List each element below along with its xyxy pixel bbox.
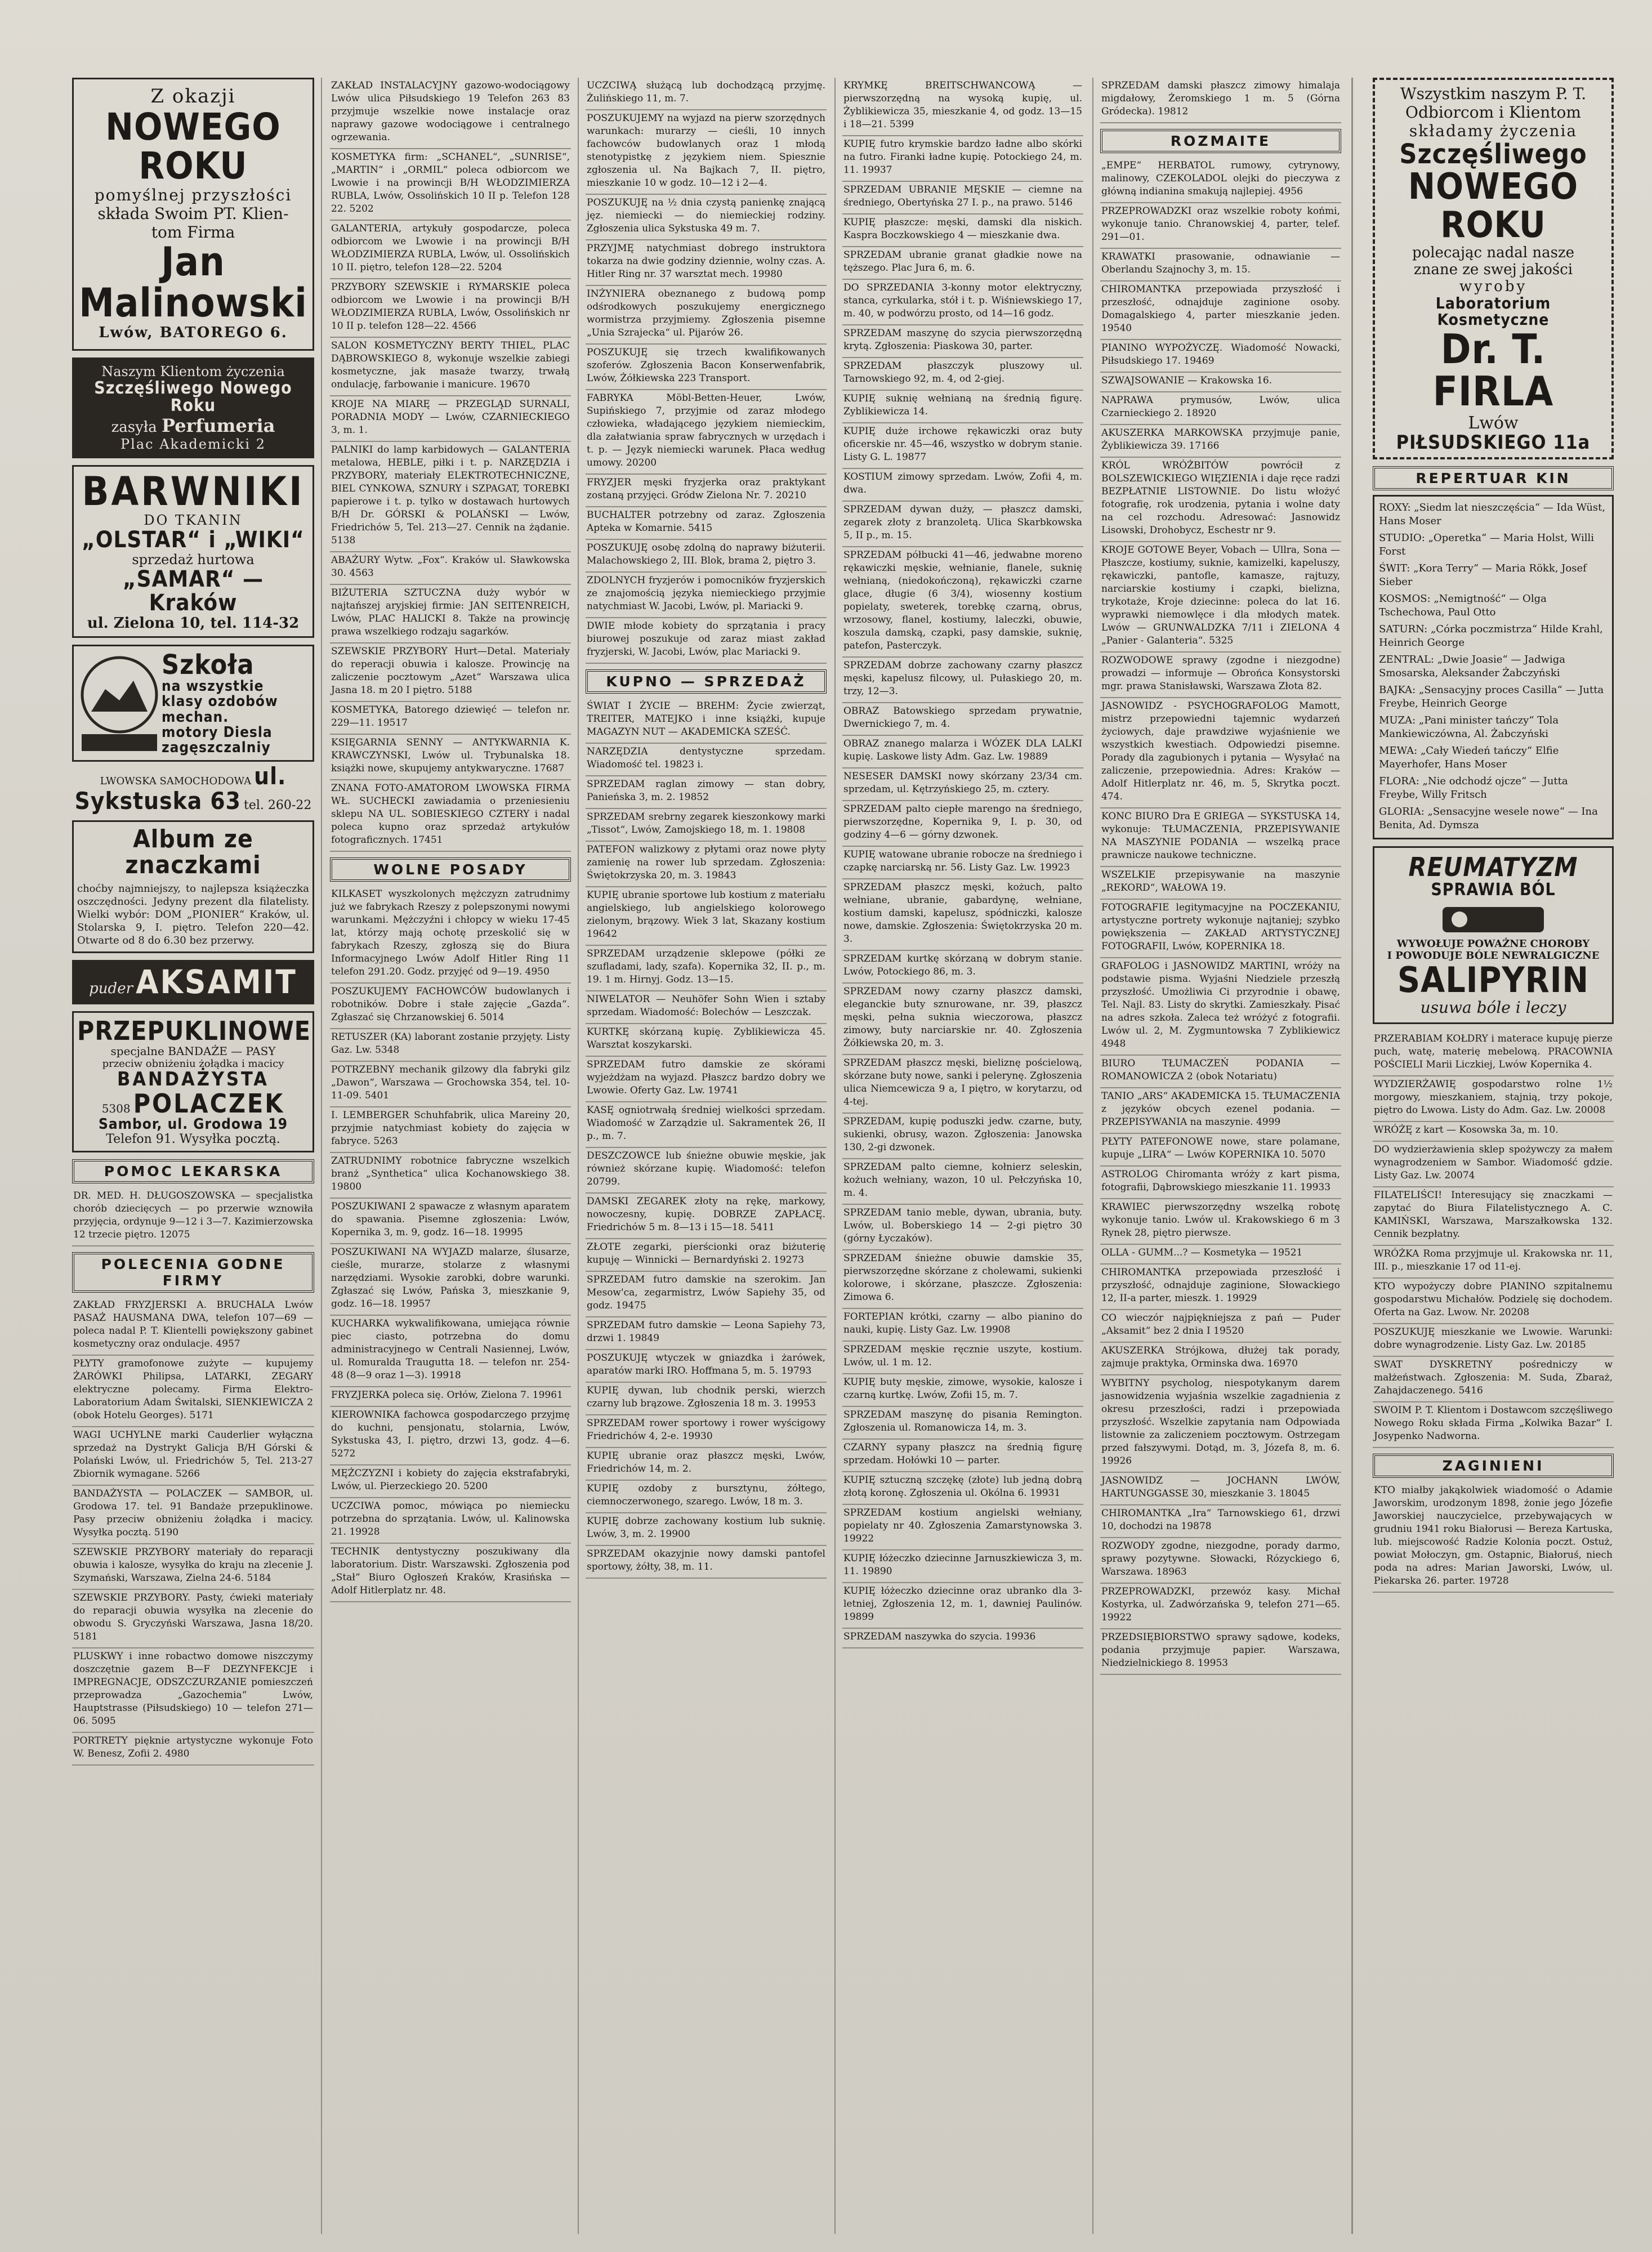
barwniki-ad — [72, 465, 314, 638]
ad-line: Szczęśliwego — [1399, 138, 1587, 170]
classified-ad: SPRZEDAM tanio meble, dywan, ubrania, buty. Lwów, ul. Boberskiego 14 — 2-gi piętro 30 (górny Łyczaków). — [842, 1205, 1083, 1250]
classified-ad: SPRZEDAM dobrze zachowany czarny płaszcz męski, kapelusz filcowy, ul. Pułaskiego 20, m. trzy, 12—3. — [842, 658, 1083, 703]
classified-ad: KRAWIEC pierwszorzędny wszelką robotę wykonuje tanio. Lwów ul. Krakowskiego 6 m 3 Rynek 28, piętro pierwsze. — [1100, 1199, 1341, 1245]
classified-ad: SPRZEDAM maszynę do szycia pierwszorzędną krytą. Zgłoszenia: Piaskowa 30, parter. — [842, 325, 1083, 358]
classified-ad: GALANTERIA, artykuły gospodarcze, poleca odbiorcom we Lwowie i na prowincji B/H WŁODZIMIERZA RUBLA, Lwów, ul. Ossolińskich 10 II. piętro, telefon 128—22. 5204 — [330, 221, 571, 279]
classified-ad: FABRYKA Möbl-Betten-Heuer, Lwów, Supińskiego 7, przyjmie od zaraz młodego człowieka, władającego językiem niemieckim, dla załatwiania spraw fabrycznych w urzędach i t. p. — Język niemiecki warunek. Płaca według umowy. 20200 — [586, 390, 827, 475]
ad-prefix: puder — [89, 980, 133, 997]
classified-ad: PRZYBORY SZEWSKIE i RYMARSKIE poleca odbiorcom we Lwowie i na prowincji B/H WŁODZIMIERZA RUBLA, Lwów, Ossolińskich nr 10 II p. telefon 128—22. 4566 — [330, 279, 571, 338]
classified-ad: PORTRETY pięknie artystyczne wykonuje Foto W. Benesz, Zofii 2. 4980 — [72, 1733, 314, 1766]
classified-ad: PRZEDSIĘBIORSTWO sprawy sądowe, kodeks, podania przyjmuje papier. Warszawa, Niedzielnickiego 8. 19953 — [1100, 1629, 1341, 1675]
classified-ad: POSZUKUJEMY na wyjazd na pierw szorzędnych warunkach: murarzy — cieśli, 10 innych fachowców budowlanych oraz 1 młodą stenotypistkę z językiem niem. Spiesznie zgłoszenia ul. Na Bajkach 7, II. piętro, mieszkanie 10 w godz. 10—12 i 2—4. — [586, 110, 827, 195]
aksamit-ad — [72, 960, 314, 1004]
classified-ad: KASĘ ogniotrwałą średniej wielkości sprzedam. Wiadomość w Zarządzie ul. Sakramentek 26, II p., m. 7. — [586, 1102, 827, 1148]
ad-line: DO TKANIN — [144, 512, 243, 529]
classified-ad: FRYZJERKA poleca się. Orłów, Zielona 7. 19961 — [330, 1387, 571, 1407]
ad-line: na wszystkie — [162, 678, 264, 695]
classified-ad: UCZCIWĄ służącą lub dochodzącą przyjmę. Żulińskiego 11, m. 7. — [586, 78, 827, 110]
classified-ad: SZWAJSOWANIE — Krakowska 16. — [1100, 373, 1341, 392]
ad-heading: Album ze znaczkami — [125, 825, 261, 880]
ad-line: motory Diesla — [162, 723, 273, 741]
classified-ad: BUCHALTER potrzebny od zaraz. Zgłoszenia Apteka w Komarnie. 5415 — [586, 507, 827, 540]
column-rule — [1092, 78, 1093, 2234]
column-rule — [834, 78, 836, 2234]
classified-ad: KUCHARKA wykwalifikowana, umiejąca równie piec ciasto, potrzebna do domu administracyjnego w Centrali Nasiennej, Lwów, ul. Romuralda Traugutta 18. — telefon nr. 254-48 (8—9 oraz 1—3). 19918 — [330, 1316, 571, 1387]
classified-ad: KUPIĘ buty męskie, zimowe, wysokie, kalosze i czarną kurtkę. Lwów, Zofii 15, m. 7. — [842, 1374, 1083, 1407]
classified-ad: KRAWATKI prasowanie, odnawianie — Oberlandu Szajnochy 3, m. 15. — [1100, 249, 1341, 282]
ad-line: Lwów — [1468, 413, 1519, 433]
ad-line: BANDAŻYSTA — [117, 1067, 269, 1091]
cinema-item: FLORA: „Nie odchodź ojcze“ — Jutta Freybe, Willy Fritsch — [1379, 775, 1568, 801]
classified-ad: POSZUKUJĘ mieszkanie we Lwowie. Warunki: dobre wynagrodzenie. Listy Gaz. Lw. 20185 — [1373, 1324, 1614, 1357]
classified-ad: KUPIĘ duże irchowe rękawiczki oraz buty oficerskie nr. 45—46, wszystko w dobrym stanie. Listy G. L. 19877 — [842, 423, 1083, 469]
ad-line: przeciw obniżeniu żołądka i macicy — [102, 1057, 284, 1070]
classified-ad: POSZUKUJĘ wtyczek w gniazdka i żarówek, aparatów marki IRO. Hoffmana 5, m. 5. 19793 — [586, 1350, 827, 1383]
section-rozmaite: ROZMAITE — [1100, 129, 1341, 153]
ad-line: Dr. T. FIRLA — [1432, 325, 1554, 415]
ad-line — [77, 415, 309, 436]
ad-line: specjalne BANDAŻE — PASY — [110, 1044, 276, 1058]
perfumeria-ad — [72, 358, 314, 458]
classified-ad: KUPIĘ ubranie sportowe lub kostium z materiału angielskiego, lub angielskiego kolorowego zielonym, brązowy. Wiek 3 lat, Skazany kostium 19642 — [586, 887, 827, 946]
classified-ad: OBRAZ Batowskiego sprzedam prywatnie, Dwernickiego 7, m. 4. — [842, 703, 1083, 736]
cinema-item: MEWA: „Cały Wiedeń tańczy“ Elfie Mayerhofer, Hans Moser — [1379, 745, 1559, 771]
classified-ad: PLUSKWY i inne robactwo domowe niszczymy doszczętnie gazem B—F DEZYNFEKCJE i IMPREGNACJE, ODSZCZURZANIE pomieszczeń przeprowadza „Gazochemia“ Lwów, Hauptstrasse (Piłsudskiego) 10 — telefon 271—06. 5095 — [72, 1648, 314, 1733]
classified-ad: SPRZEDAM damski płaszcz zimowy himalaja migdałowy, Żeromskiego 1 m. 5 (Górna Gródecka). 19812 — [1100, 78, 1341, 123]
classified-ad: ZŁOTE zegarki, pierścionki oraz biżuterię kupuję — Winnicki — Bernardyński 2. 19273 — [586, 1239, 827, 1272]
classified-ad: BIURO TŁUMACZEŃ PODANIA — ROMANOWICZA 2 (obok Notariatu) — [1100, 1056, 1341, 1088]
classified-ad: POSZUKUJEMY FACHOWCÓW budowlanych i robotników. Dobre i stałe zajęcie „Gazda“. Zgłaszać się Chrzanowskiej 6. 5014 — [330, 984, 571, 1029]
pill-box-icon — [1378, 899, 1609, 938]
ad-word: Perfumeria — [162, 414, 275, 436]
salipyrin-ad — [1373, 846, 1614, 1024]
classified-ad: SPRZEDAM futro damskie na szerokim. Jan Mesow'ca, zegarmistrz, Lwów Sapiehy 35, od godz. 19475 — [586, 1272, 827, 1317]
classified-ad: WRÓŻĘ z kart — Kosowska 3a, m. 10. — [1373, 1122, 1614, 1142]
classified-ad: PŁYTY gramofonowe zużyte — kupujemy ŻARÓWKI Philipsa, LATARKI, ZEGARY elektryczne polecamy. Firma Elektro-Laboratorium Adam Świtalski, SIENKIEWICZA 2 (obok Hotelu Georges). 5171 — [72, 1356, 314, 1427]
ad-product: SALIPYRIN — [1397, 959, 1590, 1001]
classified-ad: OLLA - GUMM...? — Kosmetyka — 19521 — [1100, 1245, 1341, 1264]
classified-ad: OBRAZ znanego malarza i WÓZEK DLA LALKI kupię. Laskowe listy Adm. Gaz. Lw. 19889 — [842, 736, 1083, 768]
classified-ad: CZARNY sypany płaszcz na średnią figurę sprzedam. Hołówki 10 — parter. — [842, 1440, 1083, 1472]
classified-ad: POSZUKUJĘ na ½ dnia czystą panienkę znającą jęz. niemiecki — do niemieckiej rodziny. Zgłoszenia ulica Sykstuska 49 m. 7. — [586, 195, 827, 240]
ad-number: 5308 — [101, 1101, 131, 1115]
classified-ad: ABAŻURY Wytw. „Fox“. Kraków ul. Sławkowska 30. 4563 — [330, 552, 571, 585]
classified-ad: SALON KOSMETYCZNY BERTY THIEL, PLAC DĄBROWSKIEGO 8, wykonuje wszelkie zabiegi kosmetyczne, jak masaże twarzy, trwałą ondulację, farbowanie i manicure. 19670 — [330, 338, 571, 396]
classified-ad: PATEFON walizkowy z płytami oraz nowe płyty zamienię na rower lub sprzedam. Zgłoszenia: Świętokrzyska 20, m. 3. 19843 — [586, 842, 827, 887]
classified-ad: KOSTIUM zimowy sprzedam. Lwów, Zofii 4, m. dwa. — [842, 469, 1083, 502]
section-kupno-sprzedaz: KUPNO — SPRZEDAŻ — [586, 669, 827, 694]
classified-ad: DR. MED. H. DŁUGOSZOWSKA — specjalistka chorób dziecięcych — po przerwie wznowiła przyjęcia, ordynuje 9—12 i 3—7. Kazimierzowska 12 trzecie piętro. 12075 — [72, 1188, 314, 1246]
cinema-item: MUZA: „Pani minister tańczy“ Tola Mankiewiczówna, Al. Żabczyński — [1379, 714, 1559, 740]
classified-ad: SWOIM P. T. Klientom i Dostawcom szczęśliwego Nowego Roku składa Firma „Kolwika Bazar“ I. Josypenko Nadworna. — [1373, 1402, 1614, 1448]
classified-ad: WYDZIERŻAWIĘ gospodarstwo rolne 1½ morgowy, mieszkaniem, stajnią, trzy pokoje, piętro do Lwowa. Listy do Adm. Gaz. Lw. 20008 — [1373, 1076, 1614, 1122]
classified-ad: DO wydzierżawienia sklep spożywczy za małem wynagrodzeniem w Sambor. Wiadomość gdzie. Listy Gaz. Lw. 20074 — [1373, 1142, 1614, 1187]
classified-ad: „EMPE“ HERBATOL rumowy, cytrynowy, malinowy, CZEKOLADOL olejki do pieczywa z główną indianina smakują najlepiej. 4956 — [1100, 158, 1341, 203]
classified-ad: PIANINO WYPOŻYCZĘ. Wiadomość Nowacki, Piłsudskiego 17. 19469 — [1100, 340, 1341, 373]
classified-ad: ZATRUDNIMY robotnice fabryczne wszelkich branż „Synthetica“ ulica Kochanowskiego 38. 19800 — [330, 1153, 571, 1199]
classified-ad: SPRZEDAM rower sportowy i rower wyścigowy Friedrichów 4, 2-e. 19930 — [586, 1415, 827, 1448]
szkola-address — [72, 764, 314, 814]
classified-ad: KILKASET wyszkolonych mężczyzn zatrudnimy już we fabrykach Rzeszy z polepszonymi nowymi warunkami. Mężczyźni i chłopcy w wieku 17-45 lat, którzy mają ochotę przeskolić się w fabrykach Rzeszy, zgłoszą się do Biura Informacyjnego Lwów Adolf Hitler Ring 11 telefon 291.20. Godz. przyjęć od 9—19. 4950 — [330, 886, 571, 984]
column-rule — [578, 78, 579, 2234]
classified-ad: SZEWSKIE PRZYBORY. Pasty, ćwieki materiały do reparacji obuwia wysyłka na zlecenie do obwodu S. Gryczyński Warszawa, Jasna 18/20. 5181 — [72, 1590, 314, 1648]
classified-ad: KURTKĘ skórzaną kupię. Zyblikiewicza 45. Warsztat koszykarski. — [586, 1024, 827, 1057]
classified-ad: POSZUKIWANI 2 spawacze z własnym aparatem do spawania. Pisemne zgłoszenia: Lwów, Kopernika 3, m. 9, godz. 16—18. 19995 — [330, 1199, 571, 1244]
classified-ad: GRAFOLOG i JASNOWIDZ MARTINI, wróży na podstawie pisma. Wyjaśni Niedziele przeszłą przyszłość. Umożliwia Ci przyrodnie i obawę, Tel. Najl. 83. Listy do skrytki. Zamieszkały. Pisać na adres szkoła. Zaleca też wróżyć z fotografii. Lwów ul. 2, M. Zygmuntowska 7 Zyblikiewicz 4948 — [1100, 958, 1341, 1056]
ad-line: znane ze swej jakości — [1413, 261, 1573, 278]
classified-ad: KUPIĘ sztuczną szczękę (złote) lub jedną dobrą złotą koronę. Zgłoszenia ul. Okólna 6. 19931 — [842, 1472, 1083, 1505]
classified-ad: UCZCIWA pomoc, mówiąca po niemiecku potrzebna do sprzątania. Lwów, ul. Kalinowska 21. 19928 — [330, 1498, 571, 1544]
ad-line: Wszystkim naszym P. T. — [1400, 84, 1587, 103]
ad-heading: Szkoła — [162, 649, 255, 681]
classified-ad: PRZYJMĘ natychmiast dobrego instruktora tokarza na dwie godziny dziennie, wolny czas. A. Hitler Ring nr. 37 warsztat mech. 19980 — [586, 240, 827, 286]
classified-ad: SPRZEDAM futro damskie ze skórami wyjeżdżam na wyjazd. Płaszcz bardzo dobry we Lwowie. Oferty Gaz. Lw. 19741 — [586, 1057, 827, 1102]
column-rule — [321, 78, 322, 2234]
polaczek-ad — [72, 1011, 314, 1153]
classified-ad: KUPIĘ ubranie oraz płaszcz męski, Lwów, Friedrichów 14, m. 2. — [586, 1448, 827, 1481]
classified-ad: ROZWODOWE sprawy (zgodne i niezgodne) prowadzi — informuje — Obrońca Konsystorski mgr. prawa Stanisławski, Warszawa Złota 82. — [1100, 653, 1341, 698]
ad-line: PIŁSUDSKIEGO 11a — [1396, 431, 1591, 454]
classified-ad: NESESER DAMSKI nowy skórzany 23/34 cm. sprzedam, ul. Kętrzyńskiego 25, m. cztery. — [842, 768, 1083, 801]
classified-ad: KIEROWNIKA fachowca gospodarczego przyjmę do kuchni, pensjonatu, stolarnia, Lwów, Sykstuska 43, I. piętro, drzwi 13, godz. 4—6. 5272 — [330, 1407, 571, 1465]
classified-ad: KSIĘGARNIA SENNY — ANTYKWARNIA K. KRAWCZYNSKI, Lwów ul. Trybunalska 18. książki nowe, skupujemy antykwaryczne. 17687 — [330, 735, 571, 780]
ad-line: wyroby — [1459, 278, 1528, 295]
classified-ad: ZAKŁAD FRYZJERSKI A. BRUCHALA Lwów PASAŻ HAUSMANA DWA, telefon 107—69 — poleca nadal P. T. Klientelli powiększony gabinet kosmetyczny oraz ondulacje. 4957 — [72, 1297, 314, 1356]
classified-ad: SPRZEDAM urządzenie sklepowe (półki ze szufladami, lady, szafa). Kopernika 32, II. p., m. 19. 1 m. Hirnyj. Godz. 13—15. — [586, 946, 827, 991]
cinema-item: SATURN: „Córka poczmistrza“ Hilde Krahl, Heinrich George — [1379, 623, 1603, 649]
classified-ad: SZEWSKIE PRZYBORY materiały do reparacji obuwia i kalosze, wysyłka do kraju na zlecenie J. Szymański, Warszawa, Zielna 24-6. 5184 — [72, 1544, 314, 1590]
cinema-listing — [1373, 495, 1614, 839]
classified-ad: NIWELATOR — Neuhöfer Sohn Wien i sztaby sprzedam. Wiadomość: Bolechów — Leszczak. — [586, 991, 827, 1024]
ad-line: LWOWSKA SAMOCHODOWA — [100, 775, 252, 788]
classified-ad: POSZUKIWANI NA WYJAZD malarze, ślusarze, cieśle, murarze, stolarze z własnymi narzędziami. Wysokie zarobki, dobre warunki. Zgłaszać się Lwów, Pańska 3, mieszkanie 9, godz. 16—18. 19957 — [330, 1244, 571, 1316]
classified-ad: MĘŻCZYZNI i kobiety do zajęcia ekstrafabryki, Lwów, ul. Pierzeckiego 20. 5200 — [330, 1465, 571, 1498]
classified-ad: SZEWSKIE PRZYBORY Hurt—Detal. Materiały do reperacji obuwia i kalosze. Prowincję na zaliczenie pocztowym „Azet“ Warszawa ulica Jasna 18. m 20 I piętro. 5188 — [330, 644, 571, 702]
classified-ad: SWAT DYSKRETNY pośredniczy w małżeństwach. Zgłoszenia: M. Suda, Zbaraż, Zahajdaczenego. 5416 — [1373, 1357, 1614, 1402]
classified-ad: KUPIĘ łóżeczko dziecinne Jarnuszkiewicza 3, m. 11. 19890 — [842, 1551, 1083, 1583]
ad-line: „SAMAR“ — Kraków — [123, 566, 264, 616]
classified-ad: KUPIĘ suknię wełnianą na średnią figurę. Zyblikiewicza 14. — [842, 391, 1083, 423]
classified-ad: SPRZEDAM palto ciepłe marengo na średniego, pierwszorzędne, Kopernika 9, I. p. 30, od godziny 4—6 — górny dzwonek. — [842, 801, 1083, 847]
classified-ad: SPRZEDAM palto ciemne, kołnierz seleskin, kożuch wełniany, wazon, 10 ul. Pełczyńska 10, m. 4. — [842, 1159, 1083, 1205]
section-pomoc-lekarska: POMOC LEKARSKA — [72, 1159, 314, 1183]
classified-ad: ROZWODY zgodne, niezgodne, porady darmo, sprawy pozytywne. Słowacki, Rózyckiego 6, Warszawa. 18963 — [1100, 1538, 1341, 1584]
classified-ad: PRZERABIAM KOŁDRY i materace kupuję pierze puch, watę, materię mebelową. PRACOWNIA POŚCIELI Marii Liczkiej, Lwów Kopernika 4. — [1373, 1031, 1614, 1076]
classified-ad: KUPIĘ dywan, lub chodnik perski, wierzch czarny lub brązowe. Zgłoszenia 18 m. 3. 19953 — [586, 1383, 827, 1415]
classified-ad: SPRZEDAM UBRANIE MĘSKIE — ciemne na średniego, Obertyńska 27 I. p., na prawo. 5146 — [842, 182, 1083, 215]
ad-line: Telefon 91. Wysyłka pocztą. — [106, 1132, 280, 1147]
classified-ad: I. LEMBERGER Schuhfabrik, ulica Mareiny 20, przyjmie natychmiast kobiety do zajęcia w fabryce. 5263 — [330, 1107, 571, 1153]
classified-ad: INŻYNIERA obeznanego z budową pomp odśrodkowych poszukujemy energicznego wormistrza przyjmiemy. Zgłoszenia pisemne „Unia Szrajecka“ ul. Pijarów 26. — [586, 286, 827, 345]
classified-ad: NARZĘDZIA dentystyczne sprzedam. Wiadomość tel. 19823 i. — [586, 744, 827, 776]
classified-ad: KRÓL WRÓŻBITÓW powrócił z BOLSZEWICKIEGO WIĘZIENIA i daje ręce radzi BEZPŁATNIE LISTOWNIE. Do listu włożyć fotografię, rok urodzenia, pytania i wolne daty na cel rozchodu. Adresować: Jasnowidz Lisowski, Drohobycz, Eschestr nr 9. — [1100, 458, 1341, 542]
classified-ad: JASNOWIDZ - PSYCHOGRAFOLOG Mamott, mistrz przepowiedni tajemnic wydarzeń życiowych, daje prawdziwe wyjaśnienie we wszystkich kwestiach. Odpowiedzi pisemne. Porady dla zagubionych i pytania — Wysyłać na zaliczenie, przepowiednia. Adres: Kraków — Adolf Hitlerplatz nr. 46, m. 5, Skrytka poczt. 474. — [1100, 698, 1341, 808]
classified-ad: FILATELIŚCI! Interesujący się znaczkami — zapytać do Biura Filatelistycznego A. C. KAMIŃSKI, Warszawa, Marszałkowska 132. Cennik bezpłatny. — [1373, 1187, 1614, 1246]
cinema-item: GLORIA: „Sensacyjne wesele nowe“ — Ina Benita, Ad. Dymsza — [1379, 806, 1598, 832]
classified-ad: SPRZEDAM naszywka do szycia. 19936 — [842, 1629, 1083, 1648]
classified-ad: KUPIĘ watowane ubranie robocze na średniego i czapkę narciarską nr. 56. Listy Gaz. Lw. 19923 — [842, 847, 1083, 879]
ad-line: Odbiorcom i Klientom — [1405, 103, 1581, 122]
classified-ad: DESZCZOWCE lub śnieżne obuwie męskie, jak również skórzane kupię. Wiadomość: telefon 20799. — [586, 1148, 827, 1194]
column-rule — [1351, 78, 1353, 2234]
column-3 — [586, 78, 827, 1579]
ad-line: pomyślnej przyszłości — [94, 185, 292, 204]
classified-ad: KONC BIURO Dra E GRIEGA — SYKSTUSKA 14, wykonuje: TŁUMACZENIA, PRZEPISYWANIE NA MASZYNIE PODANIA — wszelką prace prawnicze naukowe techniczne. — [1100, 808, 1341, 867]
classified-ad: SPRZEDAM kostium angielski wełniany, popielaty nr 40. Zgłoszenia Zamarstynowska 3. 19922 — [842, 1505, 1083, 1551]
ad-heading: BARWNIKI — [82, 468, 305, 515]
ad-line: Sambor, ul. Grodowa 19 — [99, 1115, 288, 1133]
classified-ad: FRYZJER męski fryzjerka oraz praktykant zostaną przyjęci. Gródw Zielona Nr. 7. 20210 — [586, 475, 827, 507]
ad-line: Naszym Klientom życzenia — [101, 363, 285, 379]
classified-ad: WSZELKIE przepisywanie na maszynie „REKORD“, WAŁOWA 19. — [1100, 867, 1341, 900]
ad-slogan: usuwa bóle i leczy — [1420, 998, 1566, 1017]
classified-ad: KUPIĘ ozdoby z bursztynu, żółtego, ciemnoczerwonego, szarego. Lwów, 18 m. 3. — [586, 1481, 827, 1513]
classified-ad: SPRZEDAM kurtkę skórzaną w dobrym stanie. Lwów, Potockiego 86, m. 3. — [842, 951, 1083, 984]
classified-ad: POTRZEBNY mechanik gilzowy dla fabryki gilz „Dawon“, Warszawa — Grochowska 354, tel. 10-11-09. 5401 — [330, 1062, 571, 1107]
column-5 — [1100, 78, 1341, 1675]
ad-line — [77, 1090, 309, 1117]
classified-ad: KROJE GOTOWE Beyer, Vobach — Ullra, Sona — Płaszcze, kostiumy, suknie, kamizelki, kapeluszy, rękawiczki, pantofle, kamasze, rajtuzy, narciarskie kostiumy i czapki, bielizna, trykotaże, Kroje dziecinne: poleca do lat 16. wyprawki niemowlęce i dla młodych matek. Lwów — GRUNWALDZKA 7/11 i ZIELONA 4 „Panier - Galanteria“. 5325 — [1100, 542, 1341, 653]
ad-line: NOWEGO ROKU — [1408, 166, 1579, 246]
classified-ad: CHIROMANTKA przepowiada przeszłość i przyszłość, odnajduje zaginione, Słowackiego 12, II-a parter, mieszk. 1. 19929 — [1100, 1264, 1341, 1310]
ad-line: SPRAWIA BÓL — [1431, 879, 1556, 900]
classified-ad: SPRZEDAM męskie ręcznie uszyte, kostium. Lwów, ul. 1 m. 12. — [842, 1342, 1083, 1374]
classified-ad: KUPIĘ futro krymskie bardzo ładne albo skórki na futro. Firanki ładne kupię. Potockiego 24, m. 11. 19937 — [842, 136, 1083, 182]
column-4 — [842, 78, 1083, 1648]
ad-word: zasyła — [111, 418, 157, 436]
ad-heading: REUMATYZM — [1408, 852, 1578, 883]
classified-ad: SPRZEDAM płaszcz męski, bieliznę pościelową, skórzane buty nowe, sanki i pelerynę. Zgłoszenia ulica Niemcewicza 9 a, I piętro, w korytarzu, od 4-tej. — [842, 1055, 1083, 1114]
classified-ad: SPRZEDAM dywan duży, — płaszcz damski, zegarek złoty z branzoletą. Ulica Skarbkowska 5, II p., m. 15. — [842, 502, 1083, 547]
classified-ad: DAMSKI ZEGAREK złoty na rękę, markowy, nowoczesny, kupię. DOBRZE ZAPŁACĘ. Friedrichów 5 m. 8—13 i 15—18. 5411 — [586, 1194, 827, 1239]
classified-ad: ZAKŁAD INSTALACYJNY gazowo-wodociągowy Lwów ulica Piłsudskiego 19 Telefon 263 83 przyjmuje wszelkie nowe instalacje oraz naprawy gazowe wodociągowe i centralnego ogrzewania. — [330, 78, 571, 149]
classified-ad: BANDAŻYSTA — POLACZEK — SAMBOR, ul. Grodowa 17. tel. 91 Bandaże przepuklinowe. Pasy przeciw obniżeniu żołądka i macicy. Wysyłka pocztą. 5190 — [72, 1486, 314, 1544]
szkola-ad — [72, 645, 314, 762]
classified-ad: AKUSZERKA Strójkowa, dłużej tak porady, zajmuje praktyka, Orminska dwa. 16970 — [1100, 1343, 1341, 1375]
classified-ad: WYBITNY psycholog, niespotykanym darem jasnowidzenia wyjaśnia wszelkie zagadnienia z okresu przeszłości, radzi i przepowiada przyszłość. Wszelkie zapytania nam Odpowiada listownie za zaliczeniem pocztowym. Ostrzegam przed fałszywymi. Dotąd, m. 3, Józefa 8, m. 6. 19926 — [1100, 1375, 1341, 1473]
ad-line: klasy ozdobów — [162, 693, 278, 711]
section-repertuar-kin: REPERTUAR KIN — [1373, 466, 1614, 490]
classified-ad: ASTROLOG Chiromanta wróży z kart pisma, fotografii, Dąbrowskiego mieszkanie 11. 19933 — [1100, 1167, 1341, 1199]
ad-line: Szczęśliwego Nowego Roku — [94, 378, 292, 416]
ad-line: ul. Sykstuska 63 — [74, 762, 287, 815]
classified-ad: ZDOLNYCH fryzjerów i pomocników fryzjerskich ze znajomością języka niemieckiego przyjmie natychmiast W. Jacobi, Lwów, pl. Mariacki 9. — [586, 573, 827, 618]
classified-ad: ŚWIAT I ŻYCIE — BREHM: Życie zwierząt, TREITER, MATEJKO i inne książki, kupuje MAGAZYN NUT — AKADEMICKA SZEŚĆ. — [586, 698, 827, 744]
classified-ad: ZNANA FOTO-AMATOROM LWOWSKA FIRMA WŁ. SUCHECKI zawiadamia o przeniesieniu sklepu NA UL. SOBIESKIEGO CZTERY i nadal poleca kupno oraz sprzedaż artykułów fotograficznych. 17451 — [330, 780, 571, 852]
classified-ad: SPRZEDAM nowy czarny płaszcz damski, eleganckie buty sznurowane, nr. 39, płaszcz męski, pełna suknia wieczorowa, płaszcz zimowy, buty narciarskie nr. 40. Zgłoszenia Żółkiewska 20, m. 3. — [842, 984, 1083, 1055]
classified-ad: KUPIĘ dobrze zachowany kostium lub suknię. Lwów, 3, m. 2. 19900 — [586, 1513, 827, 1546]
ad-line: tom Firma — [151, 222, 235, 242]
firla-ad — [1373, 78, 1614, 459]
classified-ad: DWIE młode kobiety do sprzątania i pracy biurowej poszukuje od zaraz miast zakład fryzjerski, W. Jacobi, Lwów, plac Mariacki 9. — [586, 618, 827, 664]
classified-ad: PRZEPROWADZKI oraz wszelkie roboty końmi, wykonuje tanio. Chranowskiej 4, parter, telef. 291—01. — [1100, 203, 1341, 249]
classified-ad: CO wieczór najpiękniejsza z pań — Puder „Aksamit“ bez 2 dnia I 19520 — [1100, 1310, 1341, 1343]
ad-line: sprzedaż hurtowa — [132, 552, 255, 568]
malinowski-ad — [72, 78, 314, 351]
ad-heading: PRZEPUKLINOWE — [77, 1015, 311, 1046]
ad-word: POLACZEK — [133, 1088, 285, 1119]
classified-ad: WAGI UCHYLNE marki Cauderlier wyłączna sprzedaż na Dystrykt Galicja B/H Górski & Polański Lwów, ul. Friedrichów 5, Tel. 213-27 Zbiornik wymagane. 5266 — [72, 1427, 314, 1486]
ad-title: Z okazji — [150, 85, 236, 108]
cinema-item: BAJKA: „Sensacyjny proces Casilla“ — Jutta Freybe, Heinrich George — [1379, 684, 1604, 710]
classified-ad: SPRZEDAM śnieżne obuwie damskie 35, pierwszorzędne skórzane z cholewami, sukienki kolorowe, i skórzane, płaszcze. Zgłoszenia: Zimowa 6. — [842, 1250, 1083, 1309]
classified-ad: SPRZEDAM półbucki 41—46, jedwabne moreno rękawiczki męskie, wełnianie, flanele, suknię wełnianą, (niedokończoną), rękawiczki czarne glace, długie (6 3/4), wiosenny kostium popielaty, sweterek, torebkę czarną, obrus, wrzosowy, flanel, kostiumy, laleczki, obuwie, koszula damską, czapki, pasy damskie, suknię, patefon, Pasterczyk. — [842, 547, 1083, 658]
classified-ad: BIŻUTERIA SZTUCZNA duży wybór w najtańszej aryjskiej firmie: JAN SEITENREICH, Lwów, PLAC HALICKI 8. Także na prowincję prawa wszelkiego rodzaju sagarków. — [330, 585, 571, 644]
school-emblem-icon — [77, 650, 162, 757]
ad-line: zagęszczalniy — [162, 739, 271, 757]
ad-heading: AKSAMIT — [136, 962, 297, 1001]
ad-line: mechan. — [162, 708, 229, 726]
classified-ad: NAPRAWA prymusów, Lwów, ulica Czarnieckiego 2. 18920 — [1100, 392, 1341, 425]
classified-ad: KTO wypożyczy dobre PIANINO szpitalnemu gospodarstwu Michałów. Podzielę się dochodem. Oferta na Gaz. Lwow. Nr. 20208 — [1373, 1279, 1614, 1324]
ad-address: Lwów, BATOREGO 6. — [99, 324, 288, 341]
ad-line: składamy życzenia — [1409, 122, 1578, 140]
classified-ad: DO SPRZEDANIA 3-konny motor elektryczny, stanca, cyrkularka, stół i t. p. Wiśniewskiego 17, m. 40, w podwórzu prosto, od 14—16 godz. — [842, 280, 1083, 325]
ad-line: polecając nadal nasze — [1412, 244, 1575, 261]
classified-ad: CHIROMANTKA przepowiada przyszłość i przeszłość, odnajduje zaginione osoby. Domagalskiego 4, parter mieszkanie jeden. 19540 — [1100, 282, 1341, 340]
classified-ad: SPRZEDAM, kupię poduszki jedw. czarne, buty, sukienki, obrusy, wazon. Zgłoszenia: Janowska 130, 2-gi dzwonek. — [842, 1114, 1083, 1159]
classified-ad: SPRZEDAM maszynę do pisania Remington. Zgłoszenia ul. Romanowicza 14, m. 3. — [842, 1407, 1083, 1440]
cinema-item: ROXY: „Siedm lat nieszczęścia“ — Ida Wüst, Hans Moser — [1379, 502, 1606, 528]
ad-line: „OLSTAR“ i „WIKI“ — [82, 527, 305, 553]
classified-ad: CHIROMANTKA „Ira“ Tarnowskiego 61, drzwi 10, dochodzi na 19878 — [1100, 1505, 1341, 1538]
ad-line: WYWOŁUJE POWAŻNE CHOROBY — [1396, 938, 1590, 950]
classified-ad: RETUSZER (KA) laborant zostanie przyjęty. Listy Gaz. Lw. 5348 — [330, 1029, 571, 1062]
ad-line: ul. Zielona 10, tel. 114-32 — [87, 615, 300, 632]
classified-ad: KOSMETYKA firm: „SCHANEL“, „SUNRISE“, „MARTIN“ i „ORMIL“ poleca odbiorcom we Lwowie i na prowincji B/H WŁODZIMIERZA RUBLA, Lwów, Ossolińskich 10 II p. Telefon 128 22. 5202 — [330, 149, 571, 221]
cinema-item: KOSMOS: „Nemigtność“ — Olga Tschechowa, Paul Otto — [1379, 593, 1547, 619]
classified-ad: FOTOGRAFIE legitymacyjne na POCZEKANIU, artystyczne portrety wykonuje najtaniej; szybko powiększenia — ZAKŁAD ARTYSTYCZNEJ FOTOGRAFII, Lwów, KOPERNIKA 18. — [1100, 900, 1341, 958]
column-6 — [1373, 78, 1614, 1593]
ad-line: składa Swoim PT. Klien- — [97, 204, 289, 223]
classified-ad: SPRZEDAM okazyjnie nowy damski pantofel sportowy, żółty, 38, m. 11. — [586, 1546, 827, 1579]
ad-heading: NOWEGO ROKU — [105, 105, 281, 188]
classified-ad: PŁYTY PATEFONOWE nowe, stare polamane, kupuje „LIRA“ — Lwów KOPERNIKA 10. 5070 — [1100, 1134, 1341, 1167]
classified-ad: KUPIĘ płaszcze: męski, damski dla niskich. Kaspra Boczkowskiego 4 — mieszkanie dwa. — [842, 215, 1083, 247]
ad-line: Laboratorium Kosmetyczne — [1435, 293, 1551, 329]
classified-ad: KOSMETYKA, Batorego dziewięć — telefon nr. 229—11. 19517 — [330, 702, 571, 735]
classified-ad: SPRZEDAM futro damskie — Leona Sapiehy 73, drzwi 1. 19849 — [586, 1317, 827, 1350]
classified-ad: SPRZEDAM płaszczyk pluszowy ul. Tarnowskiego 92, m. 4, od 2-giej. — [842, 358, 1083, 391]
ad-text: choćby najmniejszy, to najlepsza książeczka oszczędności. Jedyny prezent dla filatelisty. Wielki wybór: DOM „PIONIER“ Kraków, ul. Stolarska 9, I. piętro. Telefon 220—42. Otwarte od 8 do 6.30 bez przerwy. — [77, 882, 309, 946]
ad-name: Jan Malinowski — [79, 238, 307, 327]
ad-line: Plac Akademicki 2 — [120, 436, 266, 452]
cinema-item: STUDIO: „Operetka“ — Maria Holst, Willi Forst — [1379, 532, 1595, 558]
classified-ad: PRZEPROWADZKI, przewóz kasy. Michał Kostyrka, ul. Zadwórzańska 9, telefon 271—65. 19922 — [1100, 1584, 1341, 1629]
classified-ad: SPRZEDAM raglan zimowy — stan dobry, Panieńska 3, m. 2. 19852 — [586, 776, 827, 809]
section-polecenia: POLECENIA GODNE FIRMY — [72, 1252, 314, 1293]
classified-ad: TANIO „ARS“ AKADEMICKA 15. TŁUMACZENIA z języków obcych ezenel podania. — PRZEPISYWANIA na maszynie. 4999 — [1100, 1088, 1341, 1134]
classified-ad: POSZUKUJĘ się trzech kwalifikowanych szoferów. Zgłoszenia Bacon Konserwenfabrik, Lwów, Żółkiewska 223 Transport. — [586, 345, 827, 390]
classified-ad: PALNIKI do lamp karbidowych — GALANTERIA metalowa, HEBLE, piłki i t. p. NARZĘDZIA i PRZYBORY, materiały ELEKTROTECHNICZNE, BIEL CYNKOWA, SZNURY i SZPAGAT, TOREBKI papierowe i t. p. tylko w dostawach hurtowych B/H Dr. GÓRSKI & POLAŃSKI — Lwów, Friedrichów 5, Tel. 213—27. Cennik na żądanie. 5138 — [330, 442, 571, 552]
ad-line: tel. 260-22 — [244, 798, 312, 813]
cinema-item: ZENTRAL: „Dwie Joasie“ — Jadwiga Smosarska, Aleksander Żabczyński — [1379, 654, 1565, 680]
classified-ad: TECHNIK dentystyczny poszukiwany dla laboratorium. Distr. Warszawski. Zgłoszenia pod „Stał“ Biuro Ogłoszeń Kraków, Krasińska — Adolf Hitlerplatz nr. 48. — [330, 1544, 571, 1602]
classified-ad: SPRZEDAM srebrny zegarek kieszonkowy marki „Tissot“, Lwów, Zamojskiego 18, m. 1. 19808 — [586, 809, 827, 842]
classified-ad: KTO miałby jakąkolwiek wiadomość o Adamie Jaworskim, urodzonym 1898, żonie jego Józefie Jaworskiej nauczycielce, przebywających w grudniu 1941 roku Białorusi — Bereza Kartuska, lub. miejscowość Radzie Kolonia poczt. Ostuż, powiat Mołoczyn, gm. Ostapnic, Białoruś, niech poda na adres: Marian Jaworski, Lwów, ul. Piekarska 26. parter. 19728 — [1373, 1482, 1614, 1593]
section-wolne-posady: WOLNE POSADY — [330, 857, 571, 882]
column-2 — [330, 78, 571, 1602]
classified-ad: JASNOWIDZ — JOCHANN LWÓW, HARTUNGGASSE 30, mieszkanie 3. 18045 — [1100, 1473, 1341, 1505]
classified-ad: KUPIĘ łóżeczko dziecinne oraz ubranko dla 3-letniej, Zgłoszenia 12, m. 1, dawniej Paulinów. 19899 — [842, 1583, 1083, 1629]
classified-ad: SPRZEDAM płaszcz męski, kożuch, palto wełniane, ubranie, gabardynę, wełniane, kostium damski, kapelusz, spódniczki, kalosze nowe, damskie. Zgłoszenia: Świętokrzyska 20 m. 3. — [842, 879, 1083, 951]
classified-ad: KROJE NA MIARĘ — PRZEGLĄD SURNALI, PORADNIA MODY — Lwów, CZARNIECKIEGO 3, m. 1. — [330, 396, 571, 442]
section-zaginieni: ZAGINIENI — [1373, 1454, 1614, 1478]
ad-line: I POWODUJE BÓLE NEWRALGICZNE — [1387, 950, 1600, 962]
classified-ad: AKUSZERKA MARKOWSKA przyjmuje panie, Żyblikiewicza 39. 17166 — [1100, 425, 1341, 458]
album-ad — [72, 820, 314, 953]
cinema-item: ŚWIT: „Kora Terry“ — Maria Rökk, Josef Sieber — [1379, 562, 1587, 588]
classified-ad: WRÓŻKA Roma przyjmuje ul. Krakowska nr. 11, III. p., mieszkanie 17 od 11-ej. — [1373, 1246, 1614, 1279]
classified-ad: KRYMKĘ BREITSCHWANCOWĄ — pierwszorzędną na wysoką kupię, ul. Żyblikiewicza 35, mieszkanie 4, od godz. 13—15 i 18—21. 5399 — [842, 78, 1083, 136]
classified-ad: FORTEPIAN krótki, czarny — albo pianino do nauki, kupię. Listy Gaz. Lw. 19908 — [842, 1309, 1083, 1342]
classified-ad: SPRZEDAM ubranie granat gładkie nowe na tęższego. Plac Jura 6, m. 6. — [842, 247, 1083, 280]
classified-ad: POSZUKUJĘ osobę zdolną do naprawy biżuterii. Malachowskiego 2, III. Blok, brama 2, piętro 3. — [586, 540, 827, 573]
column-1 — [72, 78, 314, 1766]
